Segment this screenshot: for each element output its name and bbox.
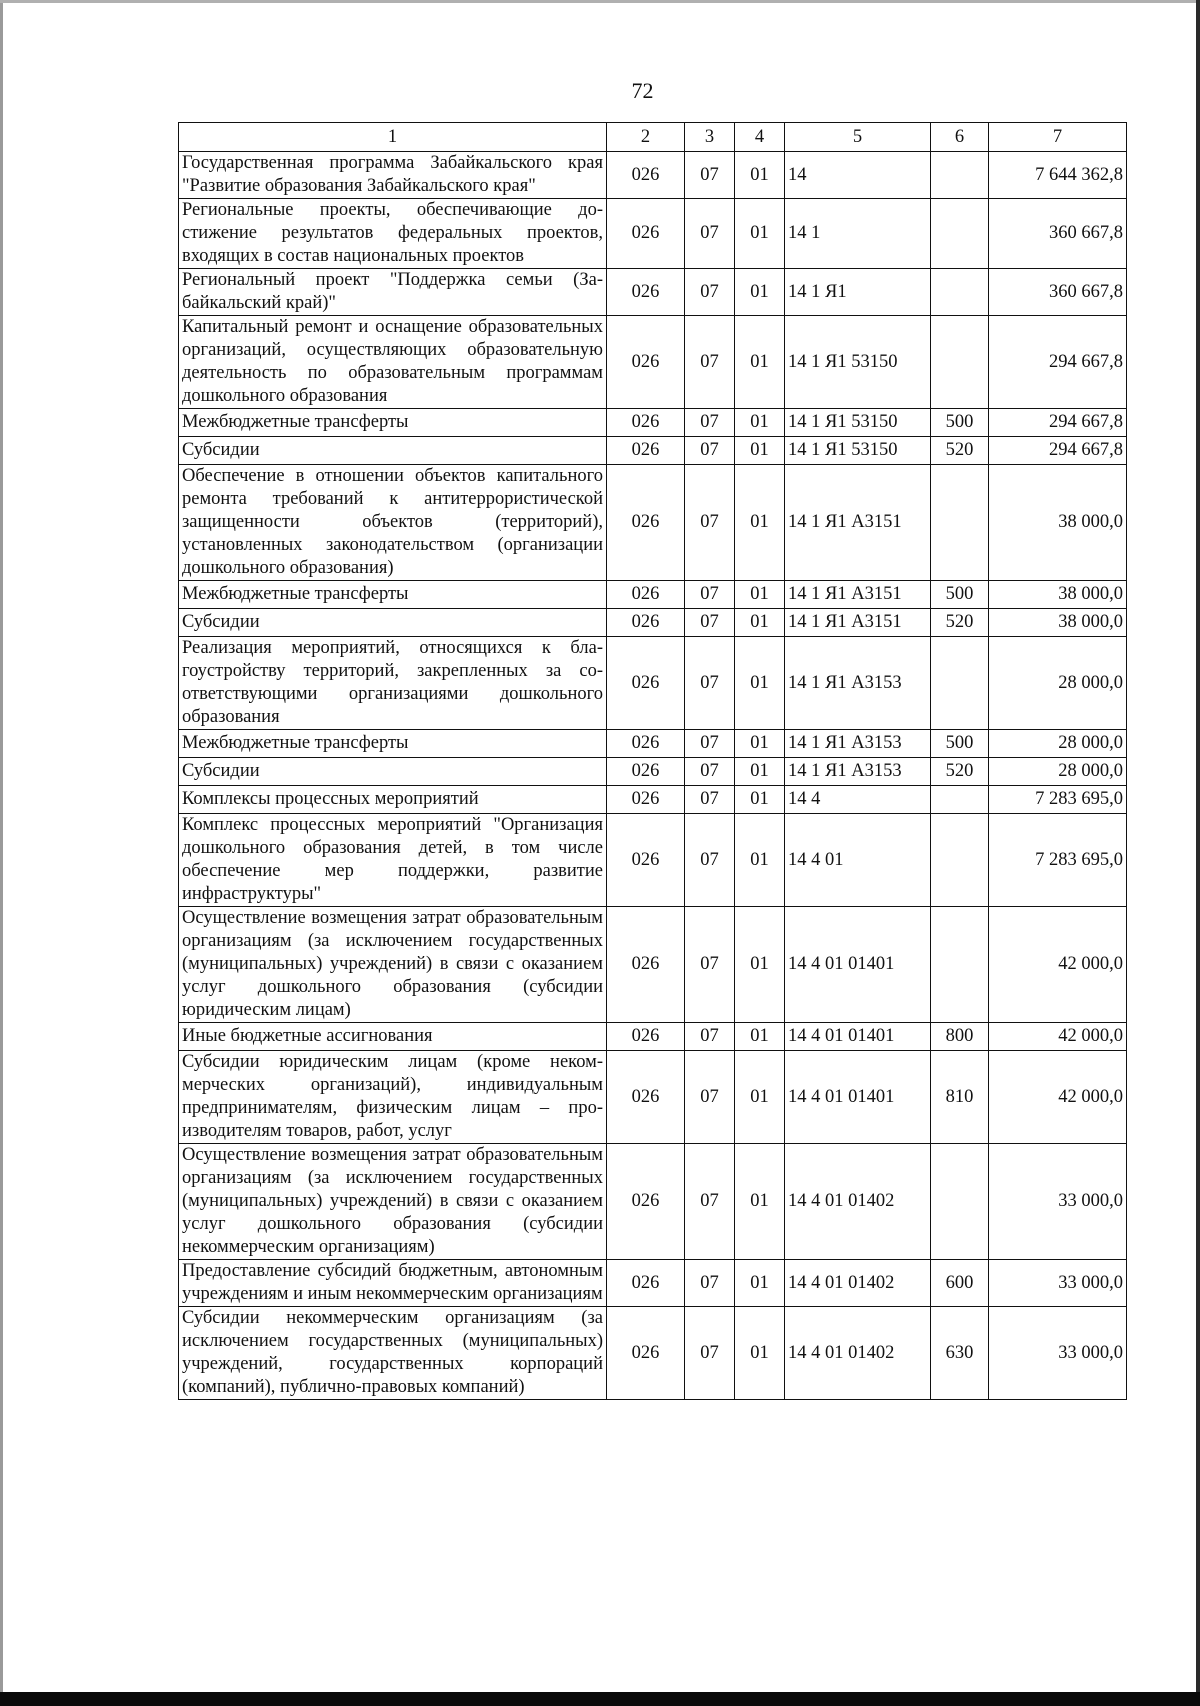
row-subsection-code: 01	[735, 409, 785, 437]
row-section-code: 07	[685, 465, 735, 581]
row-amount: 28 000,0	[989, 637, 1127, 730]
scan-edge-bottom	[0, 1692, 1200, 1706]
row-section-code: 07	[685, 581, 735, 609]
row-expense-type-code: 500	[931, 409, 989, 437]
row-amount: 28 000,0	[989, 758, 1127, 786]
row-target-article-code: 14 4 01 01401	[785, 1051, 931, 1144]
row-target-article-code: 14 1 Я1 А3153	[785, 637, 931, 730]
table-row	[179, 581, 1127, 609]
row-target-article-code: 14 1 Я1 53150	[785, 437, 931, 465]
row-subsection-code: 01	[735, 1144, 785, 1260]
table-row	[179, 199, 1127, 269]
row-section-code: 07	[685, 269, 735, 316]
row-grbs-code: 026	[607, 465, 685, 581]
row-target-article-code: 14 1	[785, 199, 931, 269]
row-amount: 7 283 695,0	[989, 814, 1127, 907]
table-row	[179, 316, 1127, 409]
header-cell-2: 2	[607, 123, 685, 152]
row-expense-type-code: 520	[931, 437, 989, 465]
row-grbs-code: 026	[607, 730, 685, 758]
row-section-code: 07	[685, 409, 735, 437]
row-target-article-code: 14 1 Я1	[785, 269, 931, 316]
row-expense-type-code	[931, 907, 989, 1023]
table-row	[179, 609, 1127, 637]
table-row	[179, 786, 1127, 814]
row-subsection-code: 01	[735, 269, 785, 316]
row-subsection-code: 01	[735, 199, 785, 269]
row-grbs-code: 026	[607, 786, 685, 814]
row-grbs-code: 026	[607, 437, 685, 465]
row-expense-type-code: 810	[931, 1051, 989, 1144]
row-name: Субсидии	[179, 758, 607, 786]
row-section-code: 07	[685, 786, 735, 814]
row-amount: 38 000,0	[989, 609, 1127, 637]
row-grbs-code: 026	[607, 269, 685, 316]
row-section-code: 07	[685, 637, 735, 730]
row-grbs-code: 026	[607, 1051, 685, 1144]
row-name: Межбюджетные трансферты	[179, 730, 607, 758]
row-amount: 42 000,0	[989, 907, 1127, 1023]
row-expense-type-code: 500	[931, 730, 989, 758]
header-cell-5: 5	[785, 123, 931, 152]
row-expense-type-code	[931, 199, 989, 269]
row-name: Обеспечение в отношении объектов капитального ремонта требований к антитеррористической защищенности объектов (территорий), установленных законодательством (организации дошкольного образования)	[179, 465, 607, 581]
row-expense-type-code: 600	[931, 1260, 989, 1307]
row-target-article-code: 14 1 Я1 53150	[785, 409, 931, 437]
scan-edge-right	[1196, 0, 1200, 1706]
row-subsection-code: 01	[735, 786, 785, 814]
row-expense-type-code: 520	[931, 758, 989, 786]
table-row	[179, 152, 1127, 199]
row-amount: 294 667,8	[989, 437, 1127, 465]
row-name: Иные бюджетные ассигнования	[179, 1023, 607, 1051]
row-subsection-code: 01	[735, 581, 785, 609]
row-name: Субсидии	[179, 437, 607, 465]
row-expense-type-code	[931, 1144, 989, 1260]
row-section-code: 07	[685, 1307, 735, 1400]
table-body	[179, 152, 1127, 1400]
row-section-code: 07	[685, 1144, 735, 1260]
row-amount: 33 000,0	[989, 1144, 1127, 1260]
row-target-article-code: 14 1 Я1 А3151	[785, 465, 931, 581]
table-row	[179, 1023, 1127, 1051]
row-amount: 294 667,8	[989, 316, 1127, 409]
budget-table	[178, 122, 1127, 1400]
row-section-code: 07	[685, 758, 735, 786]
row-subsection-code: 01	[735, 637, 785, 730]
row-target-article-code: 14 4 01 01401	[785, 1023, 931, 1051]
row-subsection-code: 01	[735, 437, 785, 465]
row-grbs-code: 026	[607, 637, 685, 730]
row-expense-type-code: 630	[931, 1307, 989, 1400]
row-amount: 33 000,0	[989, 1260, 1127, 1307]
row-amount: 7 644 362,8	[989, 152, 1127, 199]
header-cell-7: 7	[989, 123, 1127, 152]
table-row	[179, 1307, 1127, 1400]
row-subsection-code: 01	[735, 1260, 785, 1307]
row-name: Региональные проекты, обеспечивающие достижение результатов федеральных проектов, входящих в состав национальных проектов	[179, 199, 607, 269]
row-target-article-code: 14 1 Я1 А3153	[785, 758, 931, 786]
row-target-article-code: 14 1 Я1 А3153	[785, 730, 931, 758]
row-section-code: 07	[685, 1023, 735, 1051]
table-row	[179, 814, 1127, 907]
row-section-code: 07	[685, 1260, 735, 1307]
row-target-article-code: 14 1 Я1 А3151	[785, 581, 931, 609]
row-subsection-code: 01	[735, 730, 785, 758]
row-name: Межбюджетные трансферты	[179, 409, 607, 437]
row-subsection-code: 01	[735, 465, 785, 581]
row-grbs-code: 026	[607, 1023, 685, 1051]
header-cell-3: 3	[685, 123, 735, 152]
row-amount: 28 000,0	[989, 730, 1127, 758]
row-amount: 38 000,0	[989, 581, 1127, 609]
header-row	[179, 123, 1127, 152]
row-amount: 294 667,8	[989, 409, 1127, 437]
table-row	[179, 730, 1127, 758]
row-target-article-code: 14 1 Я1 А3151	[785, 609, 931, 637]
row-section-code: 07	[685, 814, 735, 907]
row-subsection-code: 01	[735, 609, 785, 637]
row-section-code: 07	[685, 316, 735, 409]
row-grbs-code: 026	[607, 907, 685, 1023]
table-row	[179, 758, 1127, 786]
row-expense-type-code	[931, 465, 989, 581]
row-target-article-code: 14 4 01 01402	[785, 1260, 931, 1307]
row-name: Субсидии	[179, 609, 607, 637]
row-amount: 38 000,0	[989, 465, 1127, 581]
row-subsection-code: 01	[735, 1023, 785, 1051]
table-row	[179, 1260, 1127, 1307]
row-name: Капитальный ремонт и оснащение образовательных организаций, осуществляющих образовательную деятельность по образовательным программам дошкольного образования	[179, 316, 607, 409]
row-expense-type-code	[931, 269, 989, 316]
row-name: Межбюджетные трансферты	[179, 581, 607, 609]
table-row	[179, 1051, 1127, 1144]
row-grbs-code: 026	[607, 152, 685, 199]
row-subsection-code: 01	[735, 1307, 785, 1400]
row-amount: 7 283 695,0	[989, 786, 1127, 814]
row-expense-type-code	[931, 814, 989, 907]
row-target-article-code: 14 4 01 01402	[785, 1307, 931, 1400]
table-row	[179, 409, 1127, 437]
row-name: Реализация мероприятий, относящихся к благоустройству территорий, закрепленных за соответствующими организациями дошкольного образования	[179, 637, 607, 730]
row-grbs-code: 026	[607, 199, 685, 269]
row-name: Комплексы процессных мероприятий	[179, 786, 607, 814]
row-name: Субсидии некоммерческим организациям (за исключением государственных (муниципальных) учреждений, государственных корпораций (компаний), публично-правовых компаний)	[179, 1307, 607, 1400]
row-expense-type-code	[931, 316, 989, 409]
row-section-code: 07	[685, 730, 735, 758]
row-section-code: 07	[685, 437, 735, 465]
row-amount: 360 667,8	[989, 199, 1127, 269]
scan-edge-top	[0, 0, 1200, 3]
row-expense-type-code	[931, 152, 989, 199]
row-grbs-code: 026	[607, 316, 685, 409]
row-section-code: 07	[685, 199, 735, 269]
row-subsection-code: 01	[735, 758, 785, 786]
row-grbs-code: 026	[607, 1307, 685, 1400]
row-expense-type-code: 800	[931, 1023, 989, 1051]
row-subsection-code: 01	[735, 814, 785, 907]
row-grbs-code: 026	[607, 581, 685, 609]
row-amount: 42 000,0	[989, 1051, 1127, 1144]
row-expense-type-code: 520	[931, 609, 989, 637]
row-target-article-code: 14 1 Я1 53150	[785, 316, 931, 409]
row-amount: 360 667,8	[989, 269, 1127, 316]
row-target-article-code: 14 4 01	[785, 814, 931, 907]
table-row	[179, 1144, 1127, 1260]
row-target-article-code: 14 4 01 01401	[785, 907, 931, 1023]
row-name: Предоставление субсидий бюджетным, автономным учреждениям и иным некоммерческим организациям	[179, 1260, 607, 1307]
table-row	[179, 269, 1127, 316]
row-section-code: 07	[685, 152, 735, 199]
scan-edge-left	[0, 0, 3, 1706]
row-grbs-code: 026	[607, 409, 685, 437]
row-expense-type-code	[931, 786, 989, 814]
row-grbs-code: 026	[607, 758, 685, 786]
row-grbs-code: 026	[607, 1260, 685, 1307]
row-target-article-code: 14 4	[785, 786, 931, 814]
row-name: Государственная программа Забайкальского края "Развитие образования Забайкальского края"	[179, 152, 607, 199]
row-expense-type-code: 500	[931, 581, 989, 609]
row-name: Осуществление возмещения затрат образовательным организациям (за исключением государственных (муниципальных) учреждений) в связи с оказанием услуг дошкольного образования (субсидии юридическим лицам)	[179, 907, 607, 1023]
row-name: Региональный проект "Поддержка семьи (Забайкальский край)"	[179, 269, 607, 316]
row-subsection-code: 01	[735, 316, 785, 409]
row-section-code: 07	[685, 907, 735, 1023]
row-amount: 42 000,0	[989, 1023, 1127, 1051]
page-number: 72	[631, 78, 654, 103]
row-target-article-code: 14	[785, 152, 931, 199]
header-cell-6: 6	[931, 123, 989, 152]
row-name: Субсидии юридическим лицам (кроме некоммерческих организаций), индивидуальным предпринимателям, физическим лицам – производителям товаров, работ, услуг	[179, 1051, 607, 1144]
table-row	[179, 465, 1127, 581]
row-target-article-code: 14 4 01 01402	[785, 1144, 931, 1260]
row-expense-type-code	[931, 637, 989, 730]
row-grbs-code: 026	[607, 609, 685, 637]
header-cell-1: 1	[179, 123, 607, 152]
row-grbs-code: 026	[607, 814, 685, 907]
row-name: Осуществление возмещения затрат образовательным организациям (за исключением государственных (муниципальных) учреждений) в связи с оказанием услуг дошкольного образования (субсидии некоммерческим организациям)	[179, 1144, 607, 1260]
table-row	[179, 637, 1127, 730]
row-section-code: 07	[685, 609, 735, 637]
row-subsection-code: 01	[735, 907, 785, 1023]
row-name: Комплекс процессных мероприятий "Организация дошкольного образования детей, в том числе обеспечение мер поддержки, развитие инфраструктуры"	[179, 814, 607, 907]
row-subsection-code: 01	[735, 1051, 785, 1144]
row-grbs-code: 026	[607, 1144, 685, 1260]
table-row	[179, 437, 1127, 465]
table-row	[179, 907, 1127, 1023]
row-subsection-code: 01	[735, 152, 785, 199]
row-section-code: 07	[685, 1051, 735, 1144]
row-amount: 33 000,0	[989, 1307, 1127, 1400]
header-cell-4: 4	[735, 123, 785, 152]
